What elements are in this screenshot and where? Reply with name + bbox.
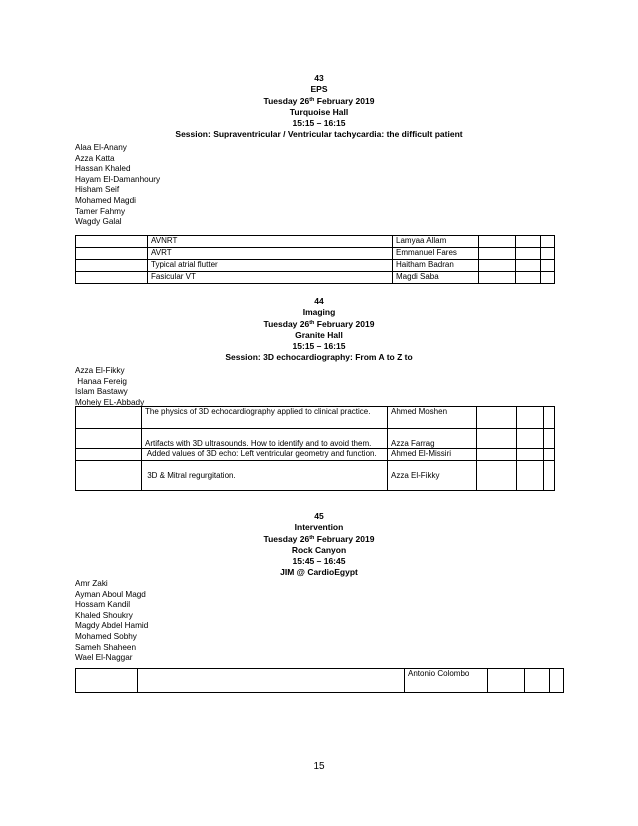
session-hall: Turquoise Hall (289, 106, 349, 117)
talk-topic: Fasicular VT (148, 272, 393, 284)
session-number: 44 (314, 296, 324, 306)
session-45-chairs (75, 579, 148, 664)
chair-name: Wael El-Naggar (75, 653, 133, 663)
chair-name: Hanaa Fereig (75, 376, 127, 386)
session-45-table (75, 668, 564, 693)
talk-speaker: Ahmed El-Missiri (388, 449, 477, 461)
session-title: Session: Supraventricular / Ventricular tachycardia: the difficult patient (175, 129, 463, 140)
talk-topic: AVRT (148, 248, 393, 260)
talk-topic: 3D & Mitral regurgitation. (142, 461, 388, 491)
session-time: 15:45 – 16:45 (292, 556, 346, 567)
table-row (76, 669, 564, 693)
talk-speaker: Lamyaa Allam (393, 236, 479, 248)
chair-name: Amr Zaki (75, 579, 108, 588)
talk-topic (138, 669, 405, 693)
session-hall: Granite Hall (295, 329, 343, 340)
table-row (76, 461, 555, 491)
chair-name: Mohamed Magdi (75, 195, 136, 205)
chair-name: Hossam Kandil (75, 600, 131, 610)
talk-speaker: Azza El-Fikky (388, 461, 477, 491)
talk-topic: The physics of 3D echocardiography applied to clinical practice. (142, 407, 388, 429)
session-track: EPS (310, 84, 328, 95)
table-row (76, 236, 555, 248)
session-date: Tuesday 26th February 2019 (263, 318, 375, 329)
table-row (76, 248, 555, 260)
talk-topic: Typical atrial flutter (148, 260, 393, 272)
session-43-chairs (75, 143, 160, 228)
table-row (76, 429, 555, 449)
talk-speaker: Azza Farrag (388, 429, 477, 449)
session-title: Session: 3D echocardiography: From A to Z to (225, 352, 413, 363)
chair-name: Magdy Abdel Hamid (75, 621, 149, 631)
chair-name: Alaa El-Anany (75, 143, 127, 152)
chair-name: Ayman Aboul Magd (75, 589, 146, 599)
session-time: 15:15 – 16:15 (292, 118, 346, 129)
chair-name: Khaled Shoukry (75, 610, 133, 620)
session-date: Tuesday 26th February 2019 (263, 95, 375, 106)
session-number: 45 (314, 511, 324, 521)
chair-name: Hayam El-Damanhoury (75, 174, 161, 184)
talk-speaker: Antonio Colombo (405, 669, 488, 693)
talk-topic: Added values of 3D echo: Left ventricular geometry and function. (142, 449, 388, 461)
table-row (76, 407, 555, 429)
session-title: JIM @ CardioEgypt (280, 567, 358, 578)
chair-name: Islam Bastawy (75, 387, 128, 397)
session-45-header (0, 511, 638, 579)
session-44-header (0, 296, 638, 364)
chair-name: Hisham Seif (75, 185, 120, 195)
session-43-header (0, 73, 638, 141)
chair-name: Moheiy EL-Abbady (75, 397, 145, 407)
chair-name: Mohamed Sobhy (75, 631, 137, 641)
table-row (76, 260, 555, 272)
table-row (76, 272, 555, 284)
session-track: Imaging (302, 307, 336, 318)
session-44-table (75, 406, 555, 491)
chair-name: Tamer Fahmy (75, 206, 126, 216)
talk-topic: AVNRT (148, 236, 393, 248)
chair-name: Wagdy Galal (75, 217, 122, 227)
session-number: 43 (314, 73, 324, 83)
session-hall: Rock Canyon (291, 544, 347, 555)
session-time: 15:15 – 16:15 (292, 341, 346, 352)
session-44-chairs (75, 366, 144, 408)
table-row (76, 449, 555, 461)
talk-speaker: Emmanuel Fares (393, 248, 479, 260)
session-43-table (75, 235, 555, 284)
chair-name: Azza Katta (75, 153, 115, 163)
chair-name: Hassan Khaled (75, 164, 131, 174)
chair-name: Azza El-Fikky (75, 366, 125, 375)
page-number: 15 (313, 761, 325, 772)
session-track: Intervention (294, 522, 344, 533)
chair-name: Sameh Shaheen (75, 642, 136, 652)
talk-speaker: Haitham Badran (393, 260, 479, 272)
talk-speaker: Magdi Saba (393, 272, 479, 284)
talk-topic: Artifacts with 3D ultrasounds. How to identify and to avoid them. (142, 429, 388, 449)
talk-speaker: Ahmed Moshen (388, 407, 477, 429)
session-date: Tuesday 26th February 2019 (263, 533, 375, 544)
